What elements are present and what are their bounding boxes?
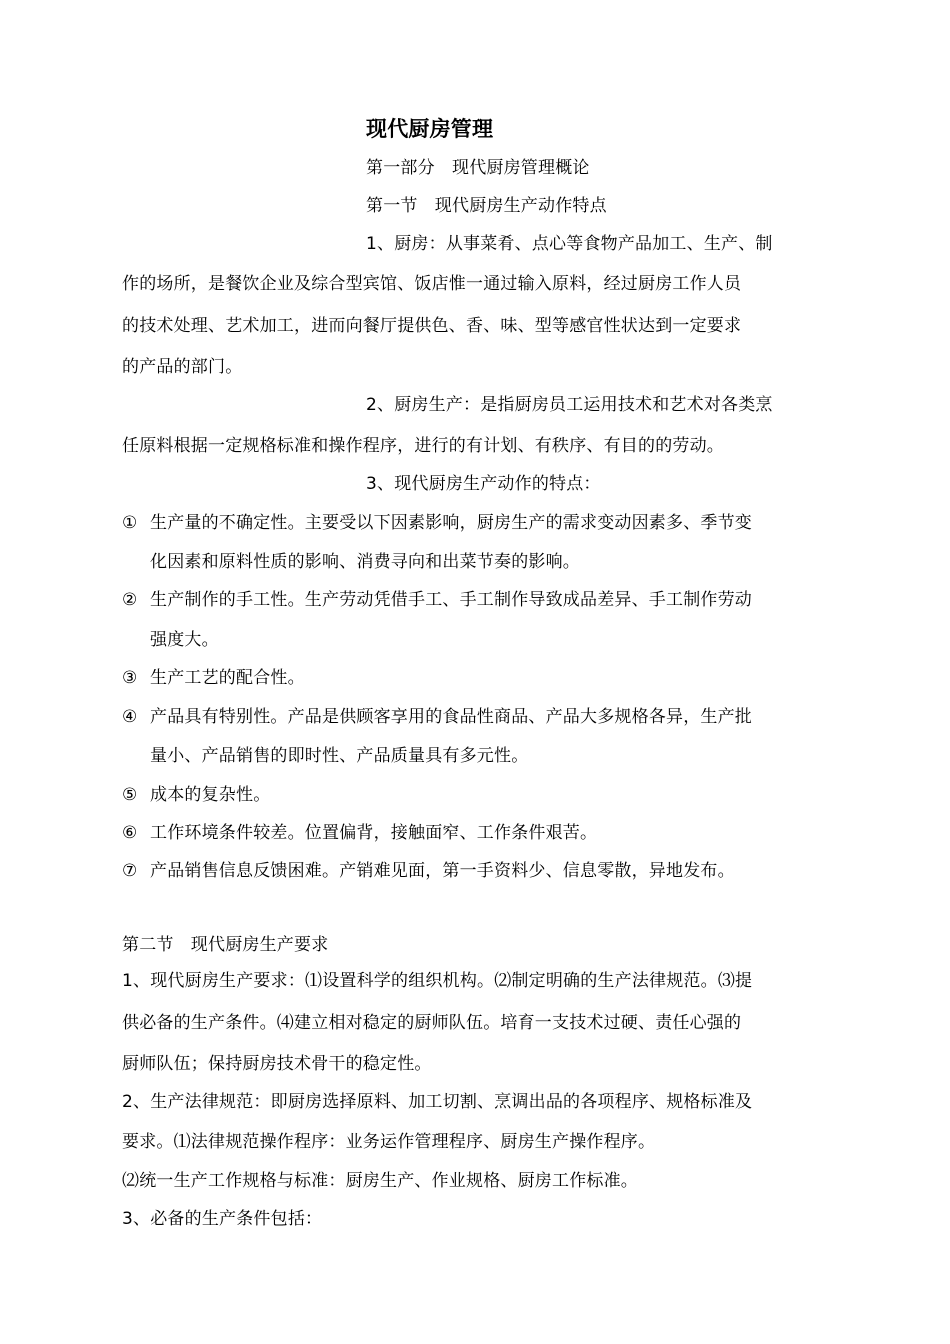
paragraph-1-line: 的技术处理、艺术加工，进而向餐厅提供色、香、味、型等感官性状达到一定要求 <box>122 316 742 336</box>
section-2-line: 要求。⑴法律规范操作程序：业务运作管理程序、厨房生产操作程序。 <box>122 1132 656 1152</box>
list-item <box>122 663 305 688</box>
list-item-continuation: 量小、产品销售的即时性、产品质量具有多元性。 <box>150 746 529 766</box>
paragraph-2-line: 2、厨房生产：是指厨房员工运用技术和艺术对各类烹 <box>366 395 773 415</box>
list-item <box>122 508 752 533</box>
list-number: ② <box>122 590 138 610</box>
list-number: ⑥ <box>122 823 138 843</box>
section-2-line: 1、现代厨房生产要求：⑴设置科学的组织机构。⑵制定明确的生产法律规范。⑶提 <box>122 971 753 991</box>
list-item-continuation: 化因素和原料性质的影响、消费寻向和出菜节奏的影响。 <box>150 552 580 572</box>
section-2-line: 2、生产法律规范：即厨房选择原料、加工切割、烹调出品的各项程序、规格标准及 <box>122 1092 753 1112</box>
list-item-text: 成本的复杂性。 <box>150 785 271 805</box>
section-2-line: ⑵统一生产工作规格与标准：厨房生产、作业规格、厨房工作标准。 <box>122 1171 638 1191</box>
list-number: ④ <box>122 707 138 727</box>
list-item-text: 产品销售信息反馈困难。产销难见面，第一手资料少、信息零散，异地发布。 <box>150 861 735 881</box>
list-item-text: 工作环境条件较差。位置偏背，接触面窄、工作条件艰苦。 <box>150 823 598 843</box>
section-2-line: 3、必备的生产条件包括： <box>122 1209 323 1229</box>
list-number: ⑦ <box>122 861 138 881</box>
list-number: ① <box>122 513 138 533</box>
list-item-continuation: 强度大。 <box>150 630 219 650</box>
paragraph-1-line: 的产品的部门。 <box>122 357 243 377</box>
section-2-line: 厨师队伍；保持厨房技术骨干的稳定性。 <box>122 1054 432 1074</box>
list-number: ⑤ <box>122 785 138 805</box>
list-item <box>122 780 270 805</box>
list-item <box>122 702 752 727</box>
list-item-text: 生产量的不确定性。主要受以下因素影响，厨房生产的需求变动因素多、季节变 <box>150 513 752 533</box>
list-item-text: 生产制作的手工性。生产劳动凭借手工、手工制作导致成品差异、手工制作劳动 <box>150 590 752 610</box>
part-heading: 第一部分 现代厨房管理概论 <box>366 158 590 178</box>
document-title: 现代厨房管理 <box>366 117 494 141</box>
list-number: ③ <box>122 668 138 688</box>
list-item <box>122 818 597 843</box>
paragraph-2-line: 任原料根据一定规格标准和操作程序，进行的有计划、有秩序、有目的的劳动。 <box>122 436 724 456</box>
list-item-text: 产品具有特别性。产品是供顾客享用的食品性商品、产品大多规格各异，生产批 <box>150 707 752 727</box>
paragraph-3-heading: 3、现代厨房生产动作的特点： <box>366 474 601 494</box>
paragraph-1-line: 1、厨房：从事菜肴、点心等食物产品加工、生产、制 <box>366 234 773 254</box>
list-item <box>122 856 735 881</box>
section-1-heading: 第一节 现代厨房生产动作特点 <box>366 196 607 216</box>
section-2-line: 供必备的生产条件。⑷建立相对稳定的厨师队伍。培育一支技术过硬、责任心强的 <box>122 1013 742 1033</box>
paragraph-1-line: 作的场所，是餐饮企业及综合型宾馆、饭店惟一通过输入原料，经过厨房工作人员 <box>122 274 742 294</box>
list-item-text: 生产工艺的配合性。 <box>150 668 305 688</box>
section-2-heading: 第二节 现代厨房生产要求 <box>122 935 329 955</box>
list-item <box>122 585 752 610</box>
